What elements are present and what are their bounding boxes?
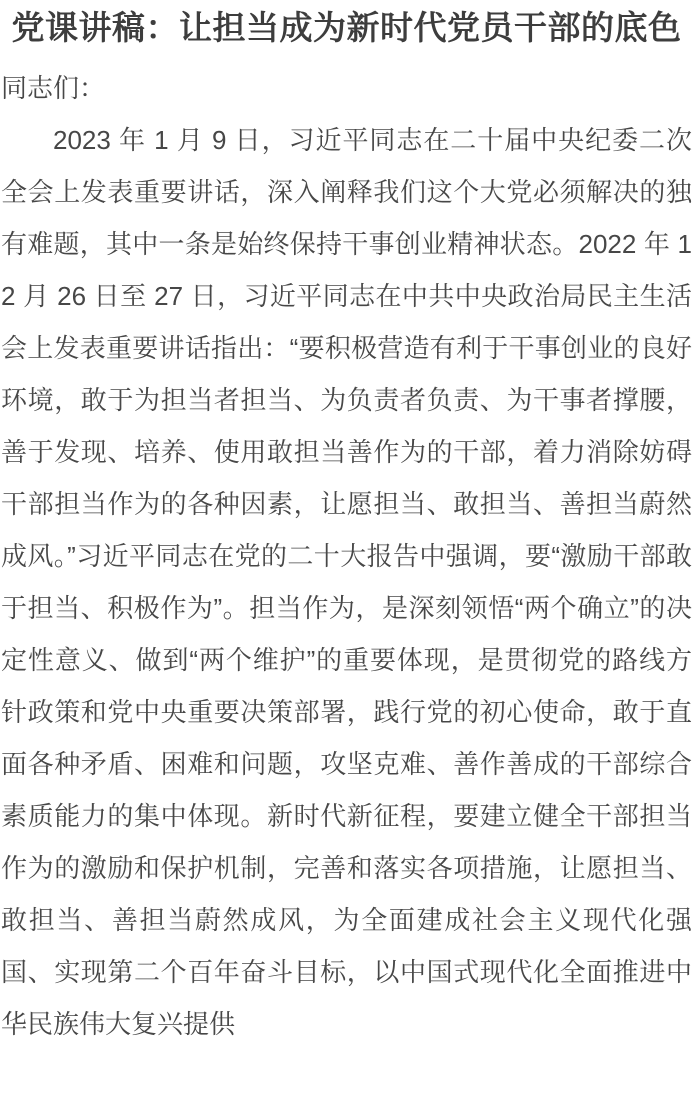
page-title: 党课讲稿：让担当成为新时代党员干部的底色 bbox=[11, 9, 682, 46]
salutation: 同志们： bbox=[1, 73, 106, 103]
body-paragraph: 2023 年 1 月 9 日，习近平同志在二十届中央纪委二次全会上发表重要讲话，深入阐释我们这个大党必须解决的独有难题，其中一条是始终保持干事创业精神状态。2022 年 12 月 26 日至 27 日，习近平同志在中共中央政治局民主生活会上发表重要讲话指出：“要积极营造有利于干事创业的良好环境，敢于为担当者担当、为负责者负责、为干事者撑腰，善于发现、培养、使用敢担当善作为的干部，着力消除妨碍干部担当作为的各种因素，让愿担当、敢担当、善担当蔚然成风。”习近平同志在党的二十大报告中强调，要“激励干部敢于担当、积极作为”。担当作为，是深刻领悟“两个确立”的决定性意义、做到“两个维护”的重要体现，是贯彻党的路线方针政策和党中央重要决策部署，践行党的初心使命，敢于直面各种矛盾、困难和问题，攻坚克难、善作善成的干部综合素质能力的集中体现。新时代新征程，要建立健全干部担当作为的激励和保护机制，完善和落实各项措施，让愿担当、敢担当、善担当蔚然成风，为全面建成社会主义现代化强国、实现第二个百年奋斗目标，以中国式现代化全面推进中华民族伟大复兴提供 bbox=[1, 125, 692, 1039]
